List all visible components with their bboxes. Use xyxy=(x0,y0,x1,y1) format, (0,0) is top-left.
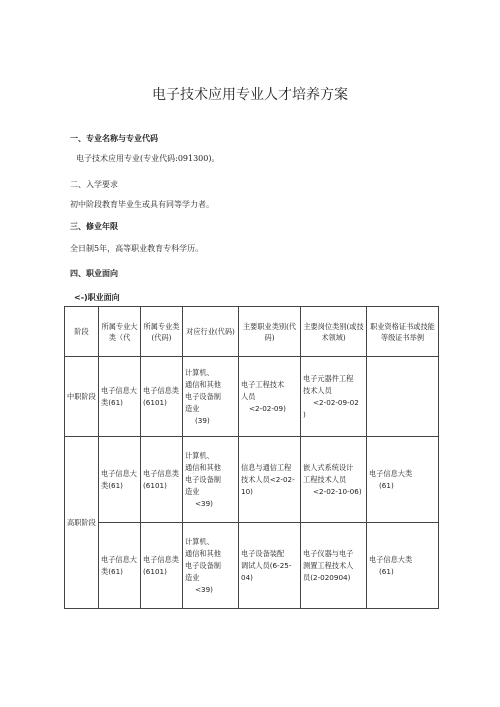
cell-line: 电子工程技术 xyxy=(241,379,285,389)
section-1-text: 电子技术应用专业(专业代码:091300)。 xyxy=(76,154,220,163)
cell-line: 电子信息大类 xyxy=(369,554,413,564)
cell-occupation xyxy=(239,357,301,437)
section-3-text: 全日制5年，高等职业教育专科学历。 xyxy=(70,244,204,253)
cell-major: 电子信息大类(61) xyxy=(99,523,141,609)
cell-line: ) xyxy=(303,409,306,419)
cell-line: 通信和其他 xyxy=(185,462,221,472)
cell-occupation xyxy=(239,437,301,523)
cell-industry xyxy=(183,357,239,437)
table-row xyxy=(65,357,439,437)
header-sub-major: 所属专业类(代码) xyxy=(141,307,183,357)
cell-sub-major: 电子信息类(6101) xyxy=(141,523,183,609)
section-2-text: 初中阶段教育毕业生或具有同等学力者。 xyxy=(70,200,214,209)
cell-line: 通信和其他 xyxy=(185,548,221,558)
cell-line: 计算机、 xyxy=(185,367,214,377)
section-2-heading: 二、入学要求 xyxy=(70,180,118,189)
header-major: 所属专业大类（代 xyxy=(99,307,141,357)
section-4-heading: 四、职业面向 xyxy=(70,269,118,278)
cell-industry xyxy=(183,437,239,523)
cell-line: (61) xyxy=(379,566,394,576)
cell-line: 电子设备制 xyxy=(185,474,221,484)
cell-certificate xyxy=(367,523,439,609)
cell-line: <39) xyxy=(195,584,213,594)
cell-line: 工程技术人员 xyxy=(303,474,347,484)
table-row xyxy=(65,437,439,523)
cell-line: 通信和其他 xyxy=(185,379,221,389)
cell-line: 测置工程技术人 xyxy=(303,560,354,570)
cell-line: 电子信息大类 xyxy=(369,468,413,478)
cell-post xyxy=(301,523,367,609)
cell-line: 调试人员(6-25-04) xyxy=(241,560,292,582)
cell-line: 信息与通信工程 xyxy=(241,462,292,472)
cell-line: 10) xyxy=(241,486,253,496)
cell-line: 技术人员 xyxy=(303,385,332,395)
cell-line: 电子仪器与电子 xyxy=(303,548,354,558)
occupation-table xyxy=(64,306,439,609)
cell-major: 电子信息大类(61) xyxy=(99,437,141,523)
cell-industry xyxy=(183,523,239,609)
section-1-heading: 一、专业名称与专业代码 xyxy=(70,134,158,143)
cell-stage: 中职阶段 xyxy=(65,357,99,437)
cell-line: 计算机、 xyxy=(185,450,214,460)
cell-line: (61) xyxy=(379,480,394,490)
table-header-row xyxy=(65,307,439,357)
cell-line: <2-02-10-06) xyxy=(313,486,362,496)
cell-line: 电子设备装配 xyxy=(241,548,285,558)
cell-certificate xyxy=(367,357,439,437)
cell-line: <2-02-09) xyxy=(249,403,286,413)
cell-line: 员(2-020904) xyxy=(303,572,351,582)
cell-sub-major: 电子信息类(6101) xyxy=(141,437,183,523)
cell-stage: 高职阶段 xyxy=(65,437,99,609)
section-4-subheading: <-)职业面向 xyxy=(74,293,120,302)
cell-line: 计算机、 xyxy=(185,536,214,546)
cell-line: 技术人员<2-02- xyxy=(241,474,295,484)
cell-line: 造业 xyxy=(185,486,200,496)
cell-line: 电子设备制 xyxy=(185,560,221,570)
cell-line: <39) xyxy=(195,498,213,508)
header-certificate: 职业资格证书或技能等级证书举例 xyxy=(367,307,439,357)
cell-line: 嵌人式系统设计 xyxy=(303,462,354,472)
cell-line: 造业 xyxy=(185,403,200,413)
cell-occupation xyxy=(239,523,301,609)
cell-post xyxy=(301,437,367,523)
cell-sub-major: 电子信息类(6101) xyxy=(141,357,183,437)
cell-line: 造业 xyxy=(185,572,200,582)
cell-post xyxy=(301,357,367,437)
cell-major: 电子信息大类(61) xyxy=(99,357,141,437)
cell-line: (39) xyxy=(195,415,210,425)
cell-line: 电子设备制 xyxy=(185,391,221,401)
document-title: 电子技术应用专业人才培养方案 xyxy=(152,87,348,103)
header-post: 主要岗位类别(或技术领域) xyxy=(301,307,367,357)
cell-line: 电子元器件工程 xyxy=(303,373,354,383)
table-row xyxy=(65,523,439,609)
header-industry: 对应行业(代码) xyxy=(183,307,239,357)
cell-certificate xyxy=(367,437,439,523)
section-3-heading: 三、修业年限 xyxy=(70,222,118,231)
cell-line: 人员 xyxy=(241,391,256,401)
header-stage: 阶段 xyxy=(65,307,99,357)
header-occupation: 主要职业类别(代码) xyxy=(239,307,301,357)
cell-line: <2-02-09-02 xyxy=(313,397,359,407)
